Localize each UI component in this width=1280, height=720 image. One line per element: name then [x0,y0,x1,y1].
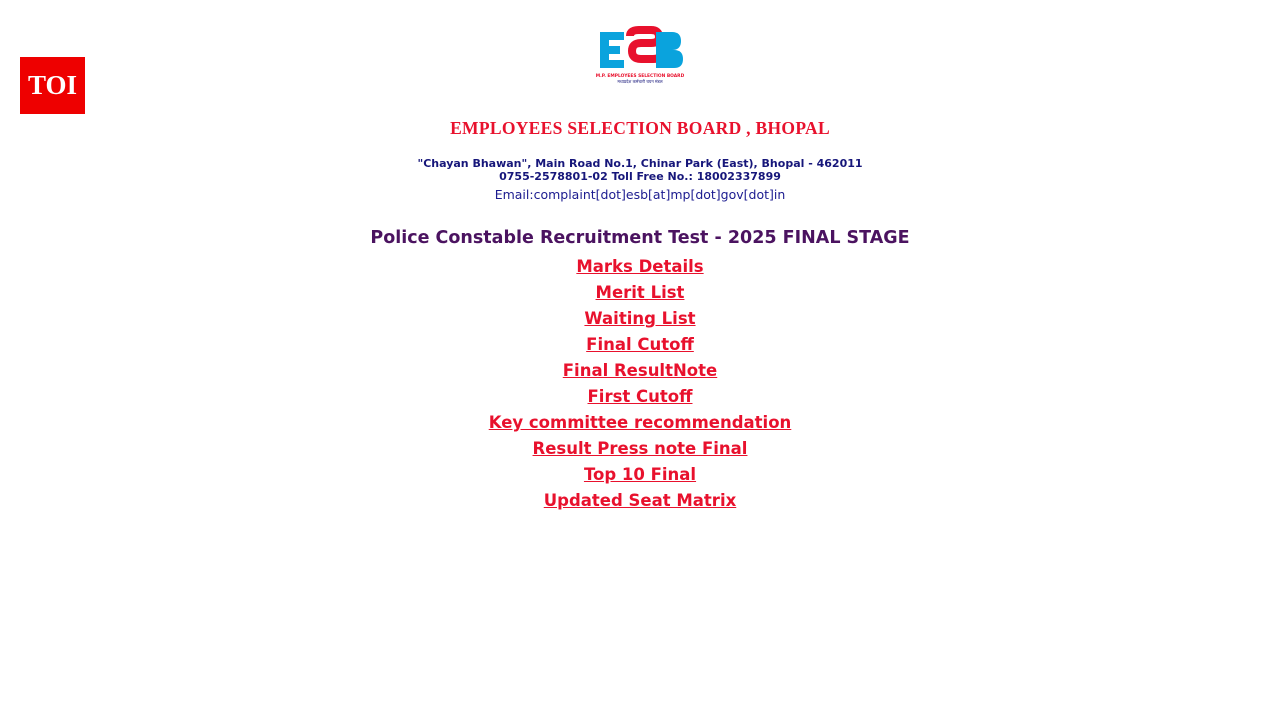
address-line: "Chayan Bhawan", Main Road No.1, Chinar Park (East), Bhopal - 462011 [417,157,863,170]
link-updated-seat-matrix[interactable]: Updated Seat Matrix [543,491,737,511]
result-links-list [0,254,1280,514]
email-line: Email:complaint[dot]esb[at]mp[dot]gov[dot]in [494,186,786,202]
link-final-result-note[interactable]: Final ResultNote [562,361,718,381]
contact-block [0,157,1280,202]
link-waiting-list[interactable]: Waiting List [584,309,696,329]
page-title: Police Constable Recruitment Test - 2025 FINAL STAGE [370,228,910,249]
link-key-committee-recommendation[interactable]: Key committee recommendation [488,413,792,433]
link-marks-details[interactable]: Marks Details [576,257,704,277]
page-content [0,118,1280,514]
svg-text:M.P. EMPLOYEES SELECTION BOARD: M.P. EMPLOYEES SELECTION BOARD [595,74,685,79]
link-final-cutoff[interactable]: Final Cutoff [586,335,694,355]
link-merit-list[interactable]: Merit List [595,283,685,303]
svg-text:मध्यप्रदेश कर्मचारी चयन मंडल: मध्यप्रदेश कर्मचारी चयन मंडल [617,79,663,84]
organization-title: EMPLOYEES SELECTION BOARD , BHOPAL [450,118,830,138]
link-result-press-note-final[interactable]: Result Press note Final [532,439,748,459]
toi-watermark-label: TOI [27,70,78,100]
esb-logo-icon [594,22,686,90]
link-top-10-final[interactable]: Top 10 Final [583,465,697,485]
phone-line: 0755-2578801-02 Toll Free No.: 18002337899 [499,170,781,184]
site-logo [0,22,1280,90]
link-first-cutoff[interactable]: First Cutoff [587,387,693,407]
